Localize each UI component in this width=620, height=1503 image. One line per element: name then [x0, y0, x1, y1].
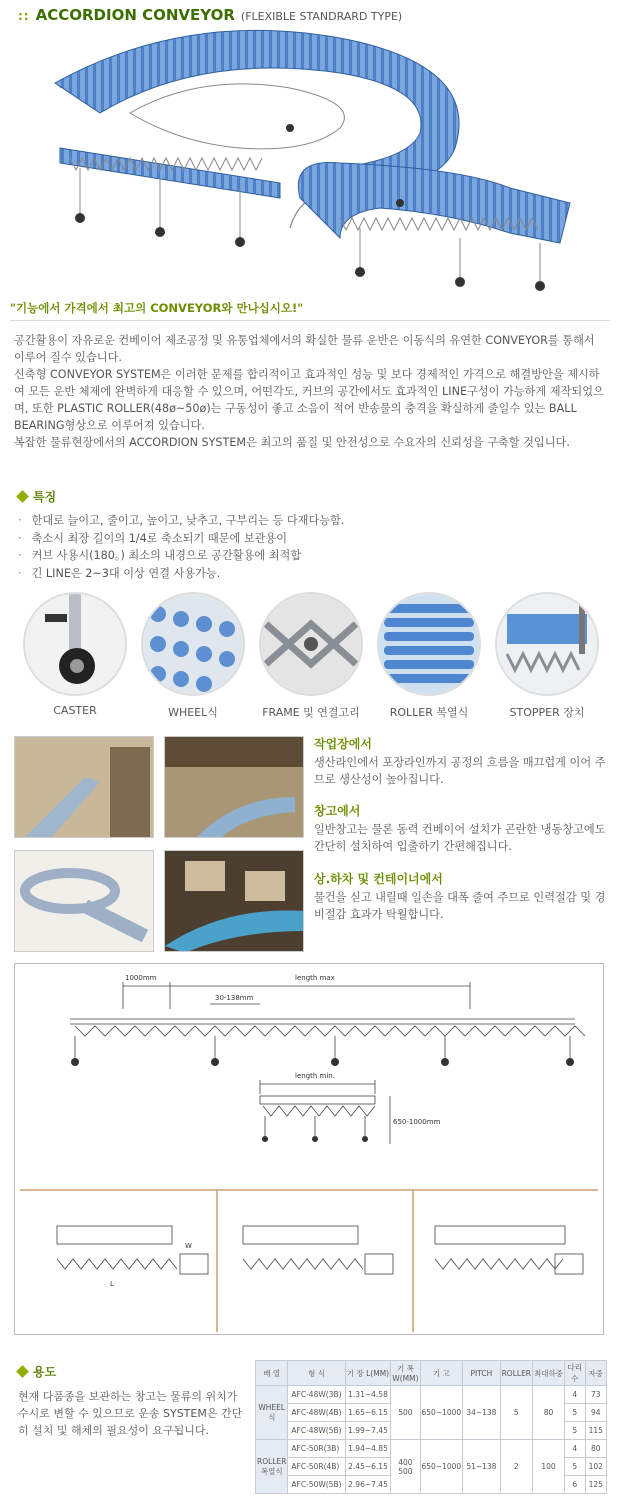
features-list [18, 512, 344, 582]
dim-w: W [185, 1242, 192, 1250]
cell-weight: 125 [585, 1476, 606, 1494]
cell-model: AFC-48W(5B) [288, 1422, 345, 1440]
cell-width: 400 500 [391, 1440, 420, 1494]
cell-type: WHEEL 식 [256, 1386, 288, 1440]
cell-load: 100 [533, 1440, 565, 1494]
cell-legs: 4 [564, 1440, 585, 1458]
cell-roller: 2 [500, 1440, 532, 1494]
part-wheel [138, 592, 248, 720]
intro-paragraph: 공간활용이 자유로운 컨베이어 제조공정 및 유통업체에서의 확실한 물류 운반은 이동식의 유연한 CONVEYOR를 통해서 이루어 질수 있습니다. [14, 334, 595, 364]
use-loading [314, 870, 614, 923]
cell-length: 1.94~4.85 [345, 1440, 391, 1458]
use-title: 창고에서 [314, 804, 361, 818]
dim-1000: 1000mm [125, 974, 157, 982]
cell-model: AFC-48W(3B) [288, 1386, 345, 1404]
hero-conveyor-image [40, 28, 600, 298]
th-width: 기 폭 W(MM) [391, 1361, 420, 1386]
cell-legs: 4 [564, 1386, 585, 1404]
cell-weight: 115 [585, 1422, 606, 1440]
roller-icon [377, 592, 481, 696]
part-frame [256, 592, 366, 720]
intro-paragraph: 신축형 CONVEYOR SYSTEM은 이러한 문제를 합리적이고 효과적인 성능 및 보다 경제적인 가격으로 해결방안을 제시하여 모든 운반 체제에 완벽하게 대응할 수 있으며, 어떤각도, 커브의 공간에서도 효과적인 LINE구성이 가능하게 제작되었으며, 또한 PLASTIC ROLLER(48ø~50ø)는 구동성이 좋고 소음이 적어 반송물의 충격을 확실하게 줄일수 있는 BALL BEARING형상으로 이루어져 있습니다. [14, 368, 604, 432]
intro-paragraph: 복잡한 물류현장에서의 ACCORDION SYSTEM은 최고의 품질 및 안전성으로 수요자의 신뢰성을 구축할 것입니다. [14, 436, 570, 449]
cell-model: AFC-50W(5B) [288, 1476, 345, 1494]
diamond-icon [16, 1365, 29, 1378]
list-item: · 커브 사용시(180。) 최소의 내경으로 공간활용에 최적합 [18, 547, 344, 565]
cell-type: ROLLER 복열식 [256, 1440, 288, 1494]
frame-icon [259, 592, 363, 696]
th-arrangement: 배 열 [256, 1361, 288, 1386]
usage-heading-label: 용도 [33, 1365, 57, 1379]
cell-model: AFC-50R(4B) [288, 1458, 345, 1476]
dim-height: 650-1000mm [393, 1118, 441, 1126]
cell-length: 2.45~6.15 [345, 1458, 391, 1476]
photo-workshop-2 [164, 736, 304, 838]
cell-legs: 6 [564, 1476, 585, 1494]
th-model: 형 식 [288, 1361, 345, 1386]
th-load: 최대하중 [533, 1361, 565, 1386]
cell-length: 1.31~4.58 [345, 1386, 391, 1404]
cell-pitch: 34~138 [463, 1386, 500, 1440]
page-header [18, 6, 402, 28]
caster-icon [23, 592, 127, 696]
cell-weight: 94 [585, 1404, 606, 1422]
photo-workshop-1 [14, 736, 154, 838]
th-legs: 다리수 [564, 1361, 585, 1386]
list-item: · 긴 LINE은 2~3대 이상 연결 사용가능. [18, 565, 344, 583]
table-header-row [256, 1361, 607, 1386]
th-height: 기 고 [420, 1361, 463, 1386]
use-warehouse [314, 802, 614, 855]
cell-height: 650~1000 [420, 1440, 463, 1494]
use-workshop [314, 735, 614, 788]
cell-length: 2.96~7.45 [345, 1476, 391, 1494]
use-text: 물건을 싣고 내릴때 일손을 대폭 줄여 주므로 인력절감 및 경비절감 효과가 탁월합니다. [314, 891, 606, 921]
use-title: 상.하차 및 컨테이너에서 [314, 872, 443, 886]
stopper-icon [495, 592, 599, 696]
dim-length-min: length min. [295, 1072, 335, 1080]
cell-load: 80 [533, 1386, 565, 1440]
features-heading-label: 특징 [33, 490, 57, 504]
part-label: CASTER [53, 704, 97, 717]
spec-table [255, 1360, 607, 1494]
table-row [256, 1386, 607, 1404]
part-caster [20, 592, 130, 717]
th-length: 기 장 L(MM) [345, 1361, 391, 1386]
cell-weight: 73 [585, 1386, 606, 1404]
usage-text: 현재 다품종을 보관하는 창고는 물류의 위치가 수시로 변할 수 있으므로 운송 SYSTEM은 간단히 설치 및 해체의 필요성이 요구됩니다. [18, 1390, 243, 1437]
cell-weight: 80 [585, 1440, 606, 1458]
list-item: · 한대로 늘이고, 줄이고, 높이고, 낮추고, 구부리는 등 다재다능함. [18, 512, 344, 530]
wheel-icon [141, 592, 245, 696]
cell-roller: 5 [500, 1386, 532, 1440]
photo-container [164, 850, 304, 952]
intro-text [14, 332, 606, 451]
title-dots: :: [18, 9, 30, 23]
page-subtitle: (FLEXIBLE STANDRARD TYPE) [240, 10, 403, 23]
cell-length: 1.65~6.15 [345, 1404, 391, 1422]
diamond-icon [16, 490, 29, 503]
cell-legs: 5 [564, 1404, 585, 1422]
cell-pitch: 51~138 [463, 1440, 500, 1494]
slogan: "기능에서 가격에서 최고의 CONVEYOR와 만나십시오!" [10, 301, 304, 315]
use-text: 생산라인에서 포장라인까지 공정의 흐름을 매끄럽게 이어 주므로 생산성이 높아집니다. [314, 756, 606, 786]
part-roller [374, 592, 484, 720]
technical-drawing [14, 963, 604, 1335]
page-title: ACCORDION CONVEYOR [35, 6, 235, 24]
part-label: WHEEL식 [168, 706, 218, 719]
usage-heading [18, 1363, 56, 1380]
th-pitch: PITCH [463, 1361, 500, 1386]
part-label: FRAME 및 연결고리 [262, 706, 360, 719]
features-heading [18, 488, 56, 505]
dim-l: L [110, 1280, 114, 1288]
use-title: 작업장에서 [314, 737, 372, 751]
cell-height: 650~1000 [420, 1386, 463, 1440]
list-item: · 축소시 최장 길이의 1/4로 축소되기 때문에 보관용이 [18, 530, 344, 548]
parts-gallery [20, 592, 600, 722]
cell-legs: 5 [564, 1422, 585, 1440]
th-roller: ROLLER [500, 1361, 532, 1386]
cell-weight: 102 [585, 1458, 606, 1476]
dim-length-max: length max [295, 974, 335, 982]
divider [10, 320, 610, 321]
cell-model: AFC-48W(4B) [288, 1404, 345, 1422]
th-weight: 자중 [585, 1361, 606, 1386]
part-stopper [492, 592, 602, 720]
photo-warehouse [14, 850, 154, 952]
cell-length: 1.99~7.45 [345, 1422, 391, 1440]
cell-width: 500 [391, 1386, 420, 1440]
use-text: 일반창고는 물론 동력 컨베이어 설치가 곤란한 냉동창고에도 간단히 설치하여 입출하기 간편해집니다. [314, 823, 606, 853]
table-row [256, 1440, 607, 1458]
part-label: STOPPER 장치 [509, 706, 585, 719]
part-label: ROLLER 복열식 [389, 706, 469, 719]
cell-legs: 5 [564, 1458, 585, 1476]
cell-model: AFC-50R(3B) [288, 1440, 345, 1458]
dim-pitch: 30-138mm [215, 994, 254, 1002]
